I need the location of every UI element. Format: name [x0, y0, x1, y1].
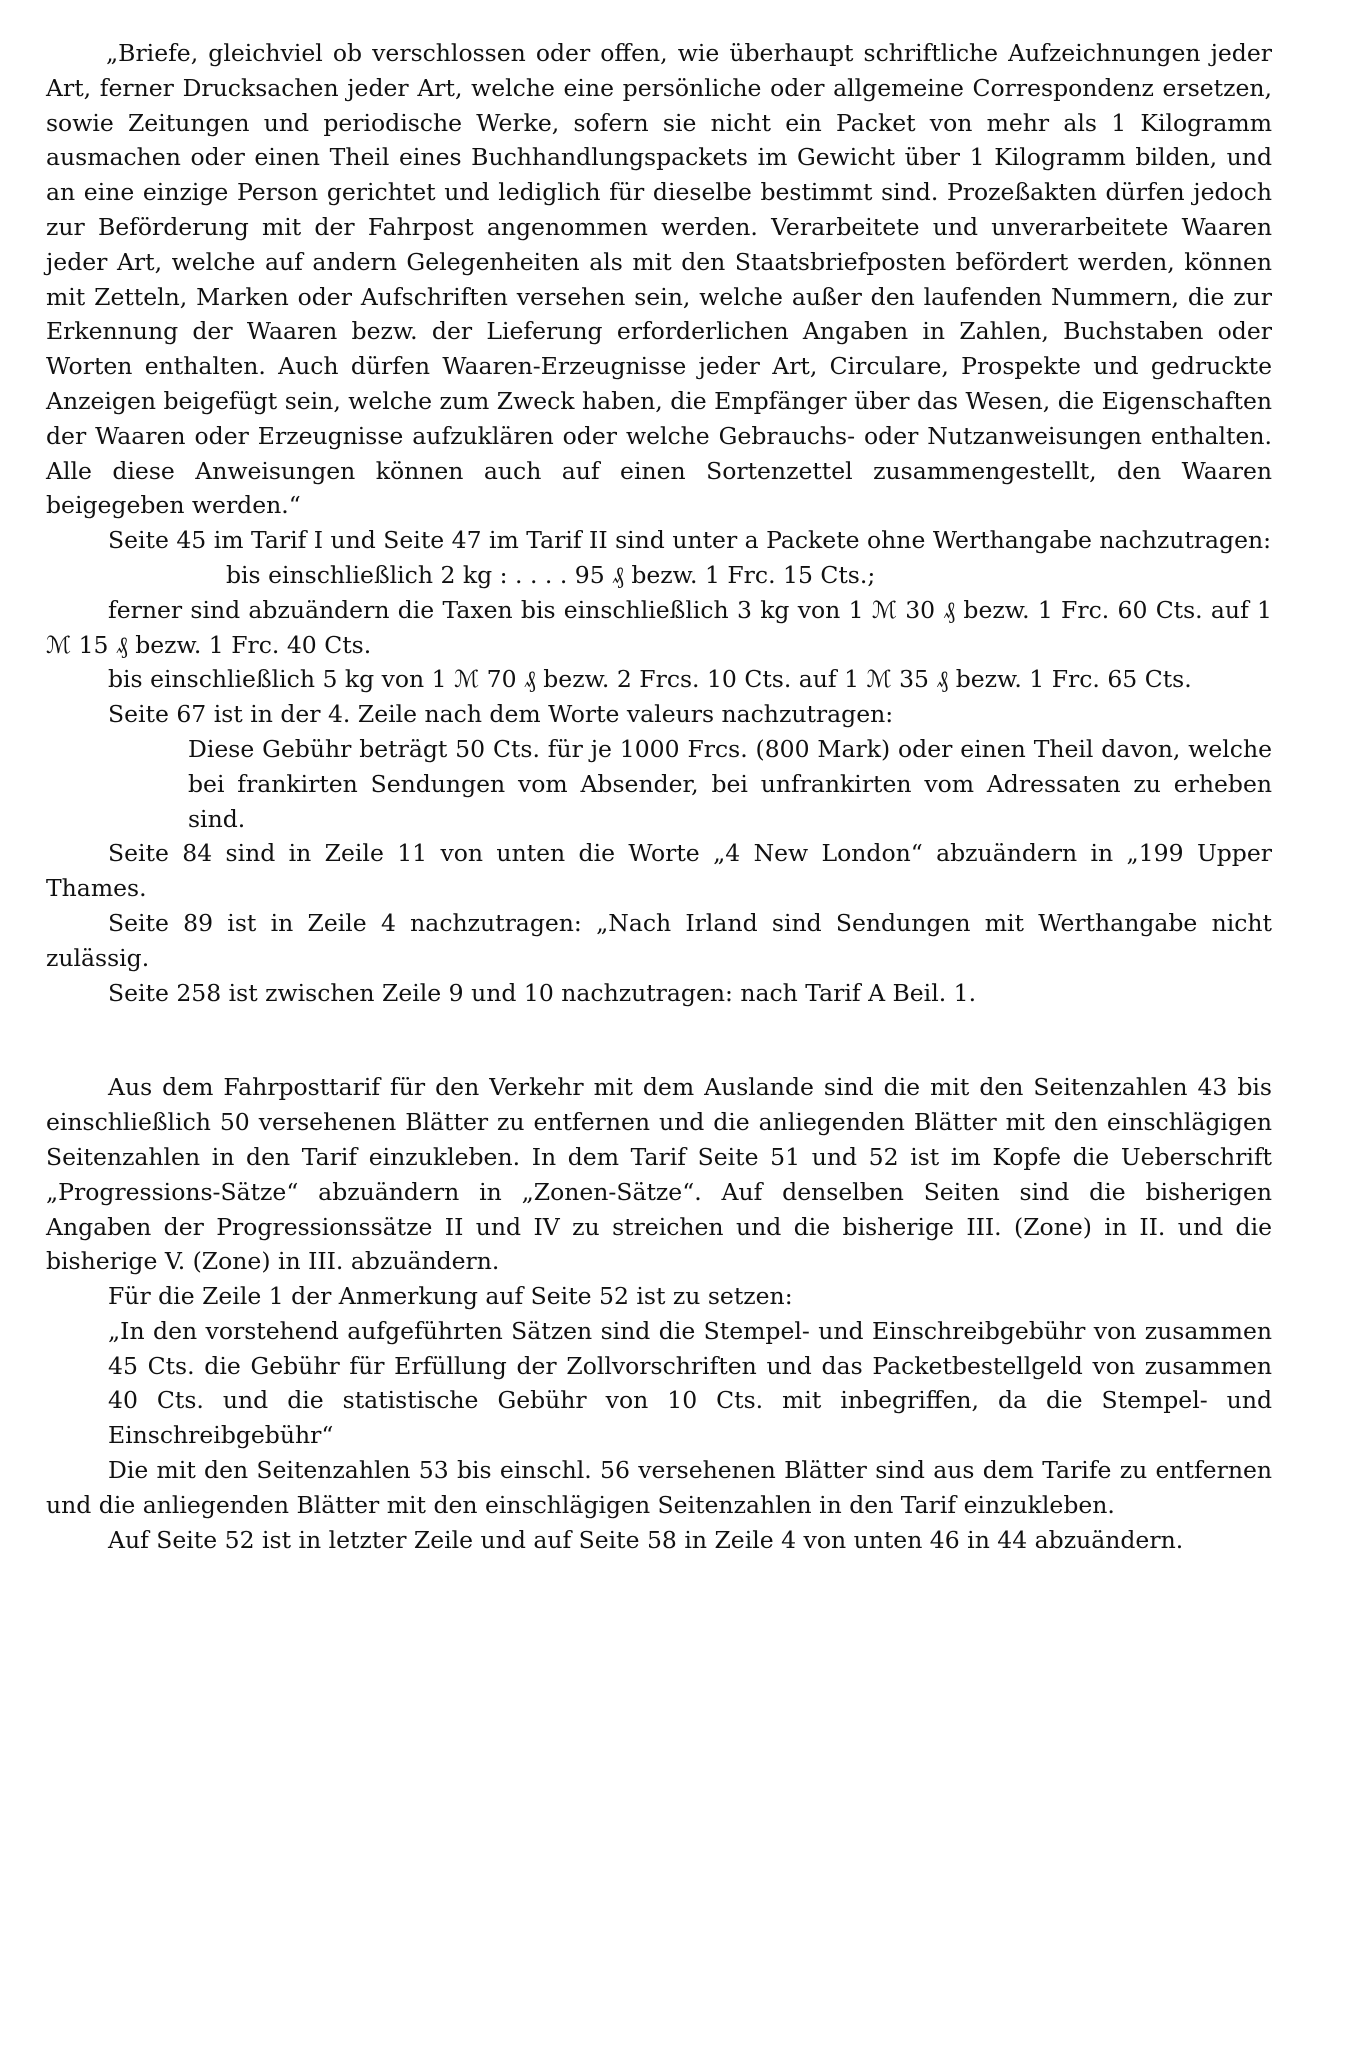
- paragraph-bis-5kg: bis einschließlich 5 kg von 1 ℳ 70 ₰ bezw. 2 Frcs. 10 Cts. auf 1 ℳ 35 ₰ bezw. 1 Frc. 65 Cts.: [108, 665, 1192, 694]
- paragraph-ferner: ferner sind abzuändern die Taxen bis einschließlich 3 kg von 1 ℳ 30 ₰ bezw. 1 Frc. 60 Cts. auf 1 ℳ 15 ₰ bezw. 1 Frc. 40 Cts.: [46, 595, 1272, 659]
- paragraph-auf-seite-52: Auf Seite 52 ist in letzter Zeile und auf Seite 58 in Zeile 4 von unten 46 in 44 abzuändern.: [108, 1525, 1184, 1554]
- paragraph-seite-89: Seite 89 ist in Zeile 4 nachzutragen: „Nach Irland sind Sendungen mit Werthangabe nicht zulässig.: [46, 908, 1272, 972]
- quoted-paragraph-briefe: „Briefe, gleichviel ob verschlossen oder offen, wie überhaupt schriftliche Aufzeichnungen jeder Art, ferner Drucksachen jeder Art, welche eine persönliche oder allgemeine Correspondenz ersetzen, sowie Zeitungen und periodische Werke, sofern sie nicht ein Packet von mehr als 1 Kilogramm ausmachen oder einen Theil eines Buchhandlungspackets im Gewicht über 1 Kilogramm bilden, und an eine einzige Person gerichtet und lediglich für dieselbe bestimmt sind. Prozeßakten dürfen jedoch zur Beförderung mit der Fahrpost angenommen werden. Verarbeitete und unverarbeitete Waaren jeder Art, welche auf andern Gelegenheiten als mit den Staatsbriefposten befördert werden, können mit Zetteln, Marken oder Aufschriften versehen sein, welche außer den laufenden Nummern, die zur Erkennung der Waaren bezw. der Lieferung erforderlichen Angaben in Zahlen, Buchstaben oder Worten enthalten. Auch dürfen Waaren-Erzeugnisse jeder Art, Circulare, Prospekte und gedruckte Anzeigen beigefügt sein, welche zum Zweck haben, die Empfänger über das Wesen, die Eigenschaften der Waaren oder Erzeugnisse aufzuklären oder welche Gebrauchs- oder Nutzanweisungen enthalten. Alle diese Anweisungen können auch auf einen Sortenzettel zusammengestellt, den Waaren beigegeben werden.“: [46, 39, 1272, 520]
- paragraph-die-mit: Die mit den Seitenzahlen 53 bis einschl. 56 versehenen Blätter sind aus dem Tarife zu entfernen und die anliegenden Blätter mit den einschlägigen Seitenzahlen in den Tarif einzukleben.: [46, 1456, 1272, 1519]
- paragraph-seite-67: Seite 67 ist in der 4. Zeile nach dem Worte valeurs nachzutragen:: [108, 700, 894, 729]
- paragraph-seite-84: Seite 84 sind in Zeile 11 von unten die Worte „4 New London“ abzuändern in „199 Upper Thames.: [46, 839, 1272, 903]
- paragraph-fuer-die-zeile: Für die Zeile 1 der Anmerkung auf Seite 52 ist zu setzen:: [108, 1282, 793, 1311]
- paragraph-seite-45: Seite 45 im Tarif I und Seite 47 im Tarif II sind unter a Packete ohne Werthangabe nachzutragen:: [108, 526, 1272, 555]
- paragraph-aus-dem-fahrposttarif: Aus dem Fahrposttarif für den Verkehr mit dem Auslande sind die mit den Seitenzahlen 43 bis einschließlich 50 versehenen Blätter zu entfernen und die anliegenden Blätter mit den einschlägigen Seitenzahlen in den Tarif einzukleben. In dem Tarif Seite 51 und 52 ist im Kopfe die Ueberschrift „Progressions-Sätze“ abzuändern in „Zonen-Sätze“. Auf denselben Seiten sind die bisherigen Angaben der Progressionssätze II und IV zu streichen und die bisherige III. (Zone) in II. und die bisherige V. (Zone) in III. abzuändern.: [46, 1073, 1272, 1276]
- quoted-paragraph-in-den: „In den vorstehend aufgeführten Sätzen sind die Stempel- und Einschreibgebühr von zusammen 45 Cts. die Gebühr für Erfüllung der Zollvorschriften und das Packetbestellgeld von zusammen 40 Cts. und die statistische Gebühr von 10 Cts. mit inbegriffen, da die Stempel- und Einschreibgebühr“: [108, 1316, 1272, 1450]
- line-bis-2kg: bis einschließlich 2 kg : . . . . 95 ₰ bezw. 1 Frc. 15 Cts.;: [226, 560, 876, 589]
- paragraph-gebuehr: Diese Gebühr beträgt 50 Cts. für je 1000 Frcs. (800 Mark) oder einen Theil davon, welche bei frankirten Sendungen vom Absender, bei unfrankirten vom Adressaten zu erheben sind.: [188, 734, 1272, 833]
- paragraph-seite-258: Seite 258 ist zwischen Zeile 9 und 10 nachzutragen: nach Tarif A Beil. 1.: [108, 978, 977, 1007]
- section-gap: [46, 1010, 1272, 1070]
